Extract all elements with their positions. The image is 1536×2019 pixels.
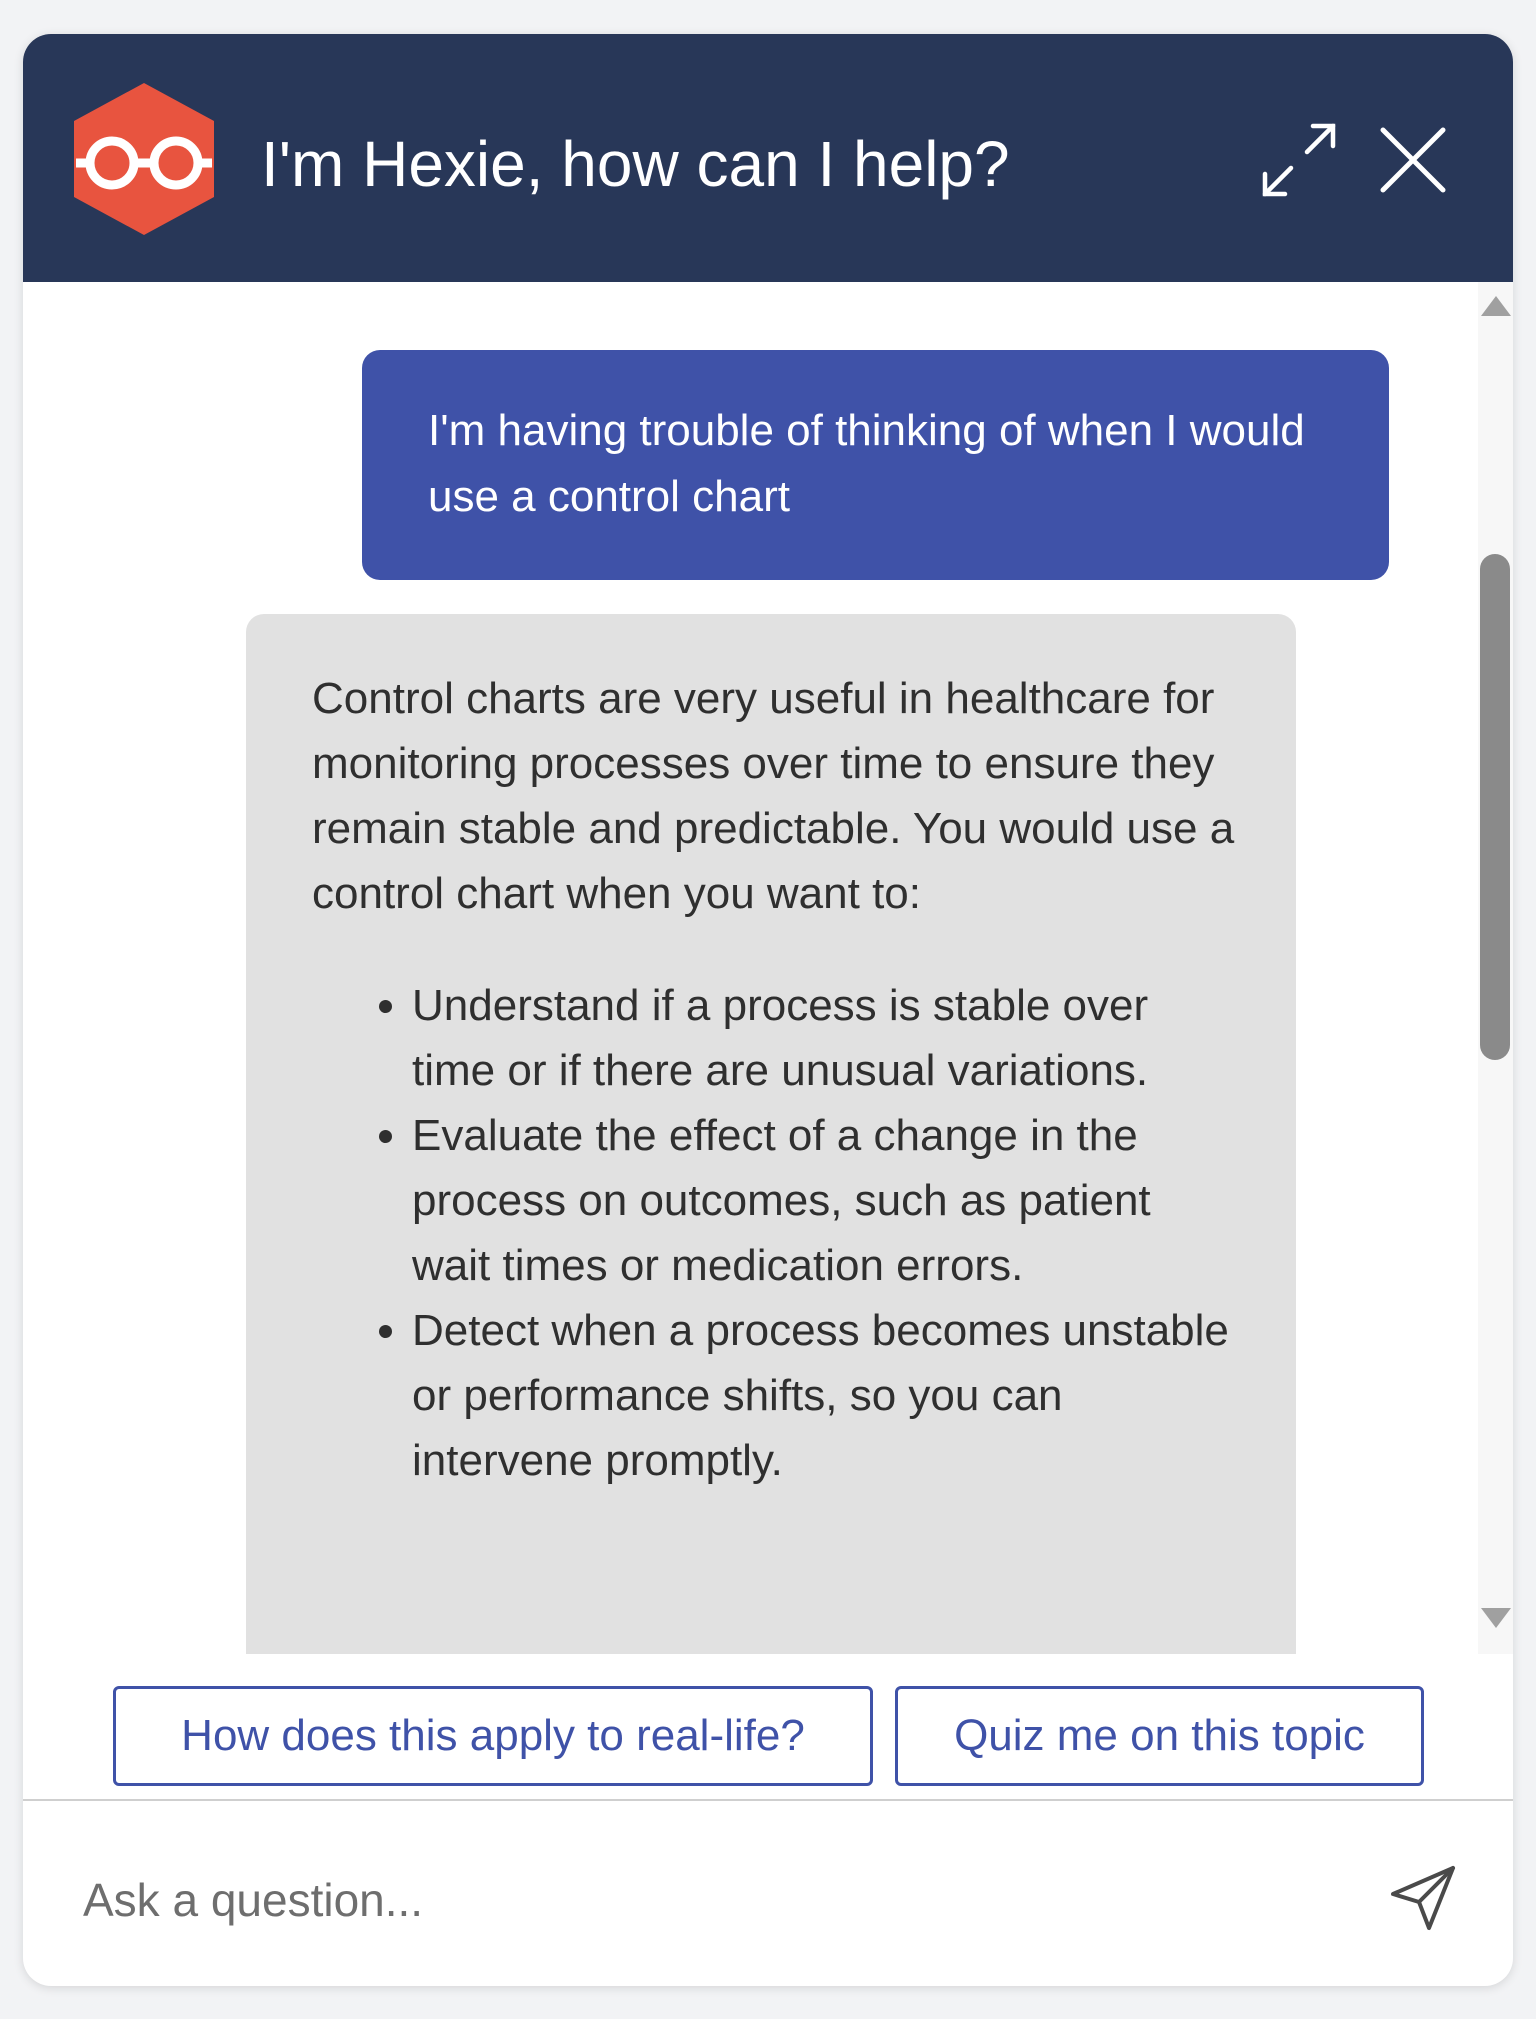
suggestion-quiz-button[interactable]: Quiz me on this topic: [895, 1686, 1424, 1786]
scrollbar-thumb[interactable]: [1480, 554, 1510, 1060]
list-item: • Detect when a process becomes unstable or performance shifts, so you can intervene promptly.: [412, 1298, 1236, 1493]
send-button[interactable]: [1385, 1860, 1461, 1936]
close-icon: [1369, 116, 1457, 204]
list-item: • Understand if a process is stable over time or if there are unusual variations.: [412, 973, 1236, 1103]
suggestion-row: [23, 1654, 1513, 1834]
list-item: • Evaluate the effect of a change in the process on outcomes, such as patient wait times or medication errors.: [412, 1103, 1236, 1298]
suggestion-real-life-button[interactable]: How does this apply to real-life?: [113, 1686, 873, 1786]
scroll-down-arrow-icon[interactable]: [1481, 1608, 1511, 1628]
message-list[interactable]: [23, 282, 1513, 1654]
hexagon-glasses-icon: [74, 83, 214, 235]
send-paper-plane-icon: [1385, 1860, 1461, 1936]
scroll-up-arrow-icon[interactable]: [1481, 296, 1511, 316]
user-message-text: I'm having trouble of thinking of when I would use a control chart: [428, 406, 1305, 521]
chat-widget: [23, 34, 1513, 1986]
input-divider: [23, 1799, 1513, 1801]
chat-title: I'm Hexie, how can I help?: [261, 128, 1010, 200]
user-message: [362, 350, 1389, 580]
chat-header: [23, 34, 1513, 282]
bot-message-intro: Control charts are very useful in healthcare for monitoring processes over time to ensure they remain stable and predictable. You would use a control chart when you want to:: [312, 674, 1235, 918]
expand-button[interactable]: [1255, 116, 1343, 204]
scrollbar[interactable]: [1478, 282, 1513, 1654]
bot-message: [246, 614, 1296, 1654]
close-button[interactable]: [1369, 116, 1457, 204]
bot-message-list: [312, 973, 1236, 1493]
expand-arrows-icon: [1255, 116, 1343, 204]
question-input[interactable]: [81, 1864, 1365, 1936]
